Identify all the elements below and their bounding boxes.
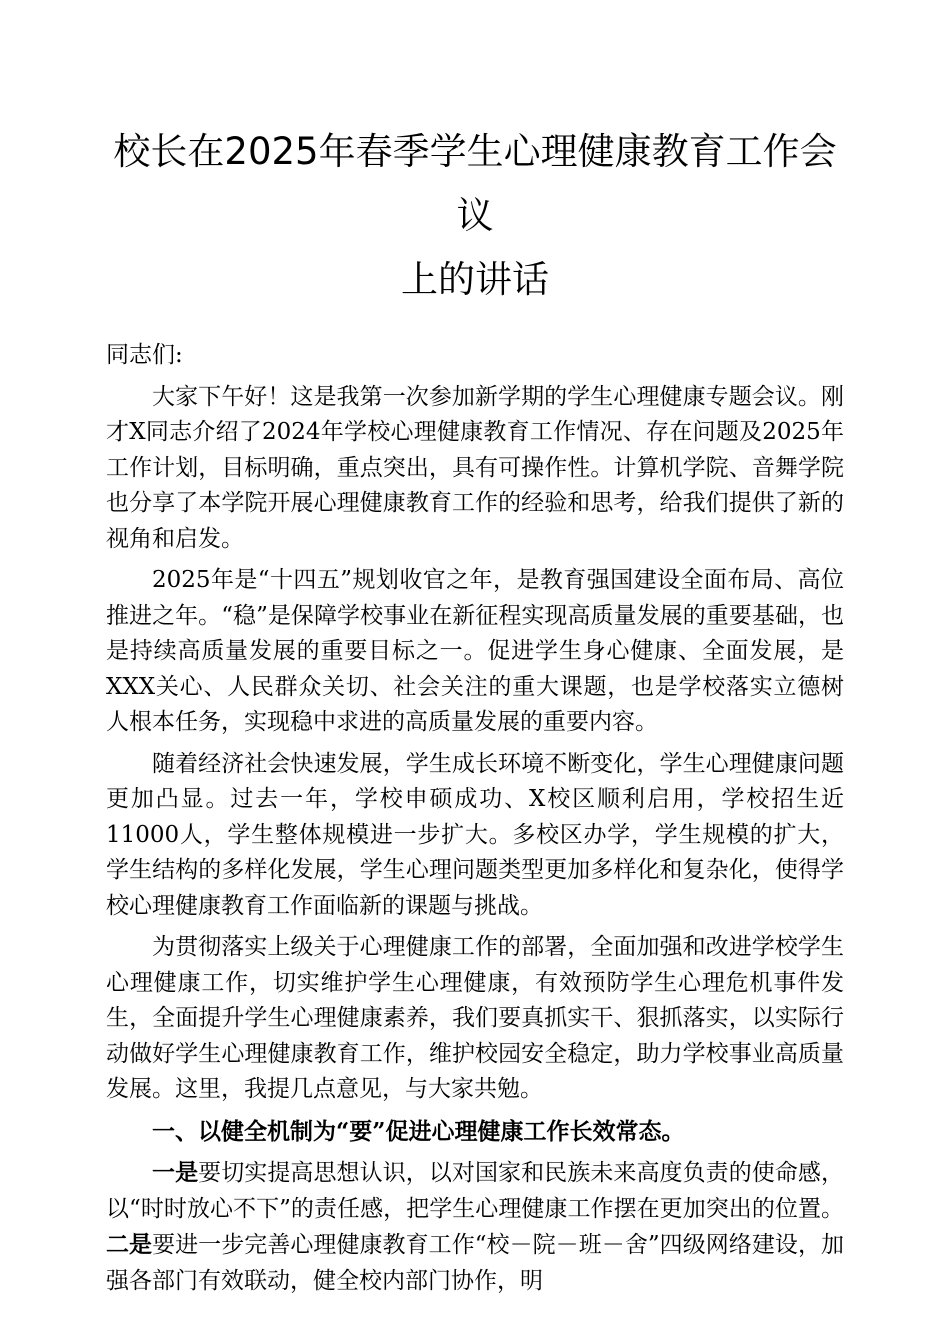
point-1-text: 要切实提高思想认识，以对国家和民族未来高度负责的使命感，以“时时放心不下”的责任感，把学生心理健康工作摆在更加突出的位置。 (106, 1160, 845, 1222)
point-2-text: 要进一步完善心理健康教育工作“校－院－班－舍”四级网络建设，加强各部门有效联动，健全校内部门协作，明 (106, 1232, 844, 1294)
paragraph-1: 大家下午好！这是我第一次参加新学期的学生心理健康专题会议。刚才X同志介绍了2024年学校心理健康教育工作情况、存在问题及2025年工作计划，目标明确，重点突出，具有可操作性。计算机学院、音舞学院也分享了本学院开展心理健康教育工作的经验和思考，给我们提供了新的视角和启发。 (106, 383, 844, 552)
title-line-2: 上的讲话 (401, 258, 549, 301)
salutation: 同志们: (106, 342, 183, 368)
paragraph-4: 为贯彻落实上级关于心理健康工作的部署，全面加强和改进学校学生心理健康工作，切实维护学生心理健康，有效预防学生心理危机事件发生，全面提升学生心理健康素养，我们要真抓实干、狠抓落实，以实际行动做好学生心理健康教育工作，维护校园安全稳定，助力学校事业高质量发展。这里，我提几点意见，与大家共勉。 (106, 934, 844, 1102)
title-line-1: 校长在2025年春季学生心理健康教育工作会议 (113, 130, 837, 237)
section-1-paragraph (106, 1155, 844, 1299)
section-1-heading: 一、以健全机制为“要”促进心理健康工作长效常态。 (152, 1117, 685, 1145)
point-2-lead: 二是 (106, 1231, 153, 1258)
page-title (106, 120, 844, 312)
paragraph-3: 随着经济社会快速发展，学生成长环境不断变化，学生心理健康问题更加凸显。过去一年，学校申硕成功、X校区顺利启用，学校招生近11000人，学生整体规模进一步扩大。多校区办学，学生规模的扩大，学生结构的多样化发展，学生心理问题类型更加多样化和复杂化，使得学校心理健康教育工作面临新的课题与挑战。 (106, 750, 844, 919)
point-1-lead: 一是 (152, 1159, 199, 1186)
paragraph-2: 2025年是“十四五”规划收官之年，是教育强国建设全面布局、高位推进之年。“稳”是保障学校事业在新征程实现高质量发展的重要基础，也是持续高质量发展的重要目标之一。促进学生身心健康、全面发展，是XXX关心、人民群众关切、社会关注的重大课题，也是学校落实立德树人根本任务，实现稳中求进的高质量发展的重要内容。 (106, 567, 844, 735)
